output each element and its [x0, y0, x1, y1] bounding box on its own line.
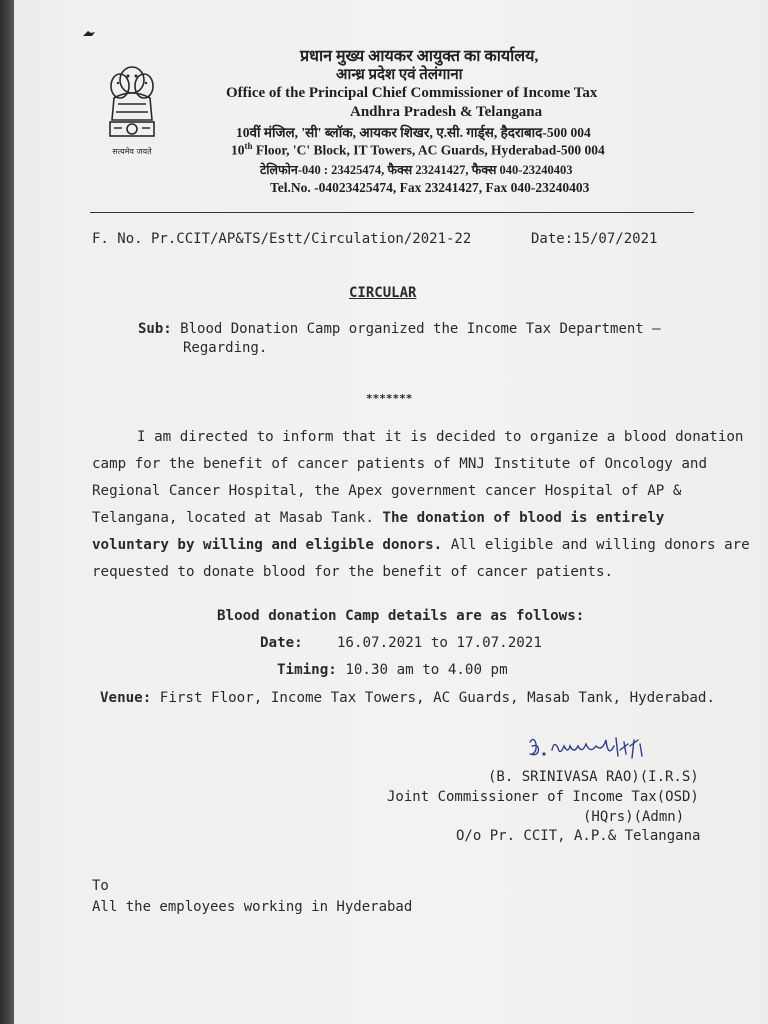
- emblem-motto: सत्यमेव जयते: [112, 147, 152, 156]
- details-date: Date: 16.07.2021 to 17.07.2021: [260, 635, 542, 651]
- body-line-2: camp for the benefit of cancer patients of MNJ Institute of Oncology and: [92, 456, 707, 472]
- header-phone-en: Tel.No. -04023425474, Fax 23241427, Fax 040-23240403: [270, 180, 590, 195]
- recipient-text: All the employees working in Hyderabad: [92, 899, 413, 915]
- body-line-1: I am directed to inform that it is decided to organize a blood donation: [137, 429, 744, 445]
- separator: *******: [366, 392, 413, 405]
- header-address-en: 10th Floor, 'C' Block, IT Towers, AC Guards, Hyderabad-500 004: [231, 141, 605, 158]
- header-hindi-office: प्रधान मुख्य आयकर आयुक्त का कार्यालय,: [300, 48, 539, 65]
- signatory-office: O/o Pr. CCIT, A.P.& Telangana: [456, 828, 701, 844]
- signatory-unit: (HQrs)(Admn): [583, 809, 685, 825]
- subject-line-2: Regarding.: [183, 340, 268, 356]
- header-hindi-phone: टेलिफोन-040 : 23425474, फैक्स 23241427, फैक्स 040-23240403: [260, 163, 573, 177]
- details-venue: Venue: First Floor, Income Tax Towers, AC Guards, Masab Tank, Hyderabad.: [100, 690, 716, 706]
- body-line-4: Telangana, located at Masab Tank. The donation of blood is entirely: [92, 510, 665, 526]
- page-title: CIRCULAR: [349, 285, 417, 301]
- ink-speck: [82, 30, 96, 38]
- body-line-5: voluntary by willing and eligible donors. All eligible and willing donors are: [92, 537, 750, 553]
- signatory-designation: Joint Commissioner of Income Tax(OSD): [387, 789, 699, 805]
- signatory-name: (B. SRINIVASA RAO)(I.R.S): [488, 769, 699, 785]
- header-state-en: Andhra Pradesh & Telangana: [350, 104, 543, 120]
- header-hindi-address: 10वीं मंजिल, 'सी' ब्लॉक, आयकर शिखर, ए.सी. गार्ड्स, हैदराबाद-500 004: [236, 125, 591, 140]
- header-divider: [90, 212, 694, 213]
- circular-date: Date:15/07/2021: [531, 231, 658, 247]
- file-number: F. No. Pr.CCIT/AP&TS/Estt/Circulation/2021-22: [92, 231, 472, 247]
- body-line-3: Regional Cancer Hospital, the Apex government cancer Hospital of AP &: [92, 483, 682, 499]
- details-timing: Timing: 10.30 am to 4.00 pm: [277, 662, 508, 678]
- details-heading: Blood donation Camp details are as follows:: [217, 608, 585, 624]
- recipient-to: To: [92, 878, 109, 894]
- header-hindi-state: आन्ध्र प्रदेश एवं तेलंगाना: [336, 67, 463, 83]
- handwritten-signature: [524, 732, 674, 766]
- photo-edge-shadow: [0, 0, 14, 1024]
- body-line-6: requested to donate blood for the benefit of cancer patients.: [92, 564, 614, 580]
- header-office-en: Office of the Principal Chief Commissioner of Income Tax: [226, 85, 598, 101]
- national-emblem-icon: [100, 58, 164, 158]
- subject-line-1: Sub: Blood Donation Camp organized the Income Tax Department –: [138, 321, 661, 337]
